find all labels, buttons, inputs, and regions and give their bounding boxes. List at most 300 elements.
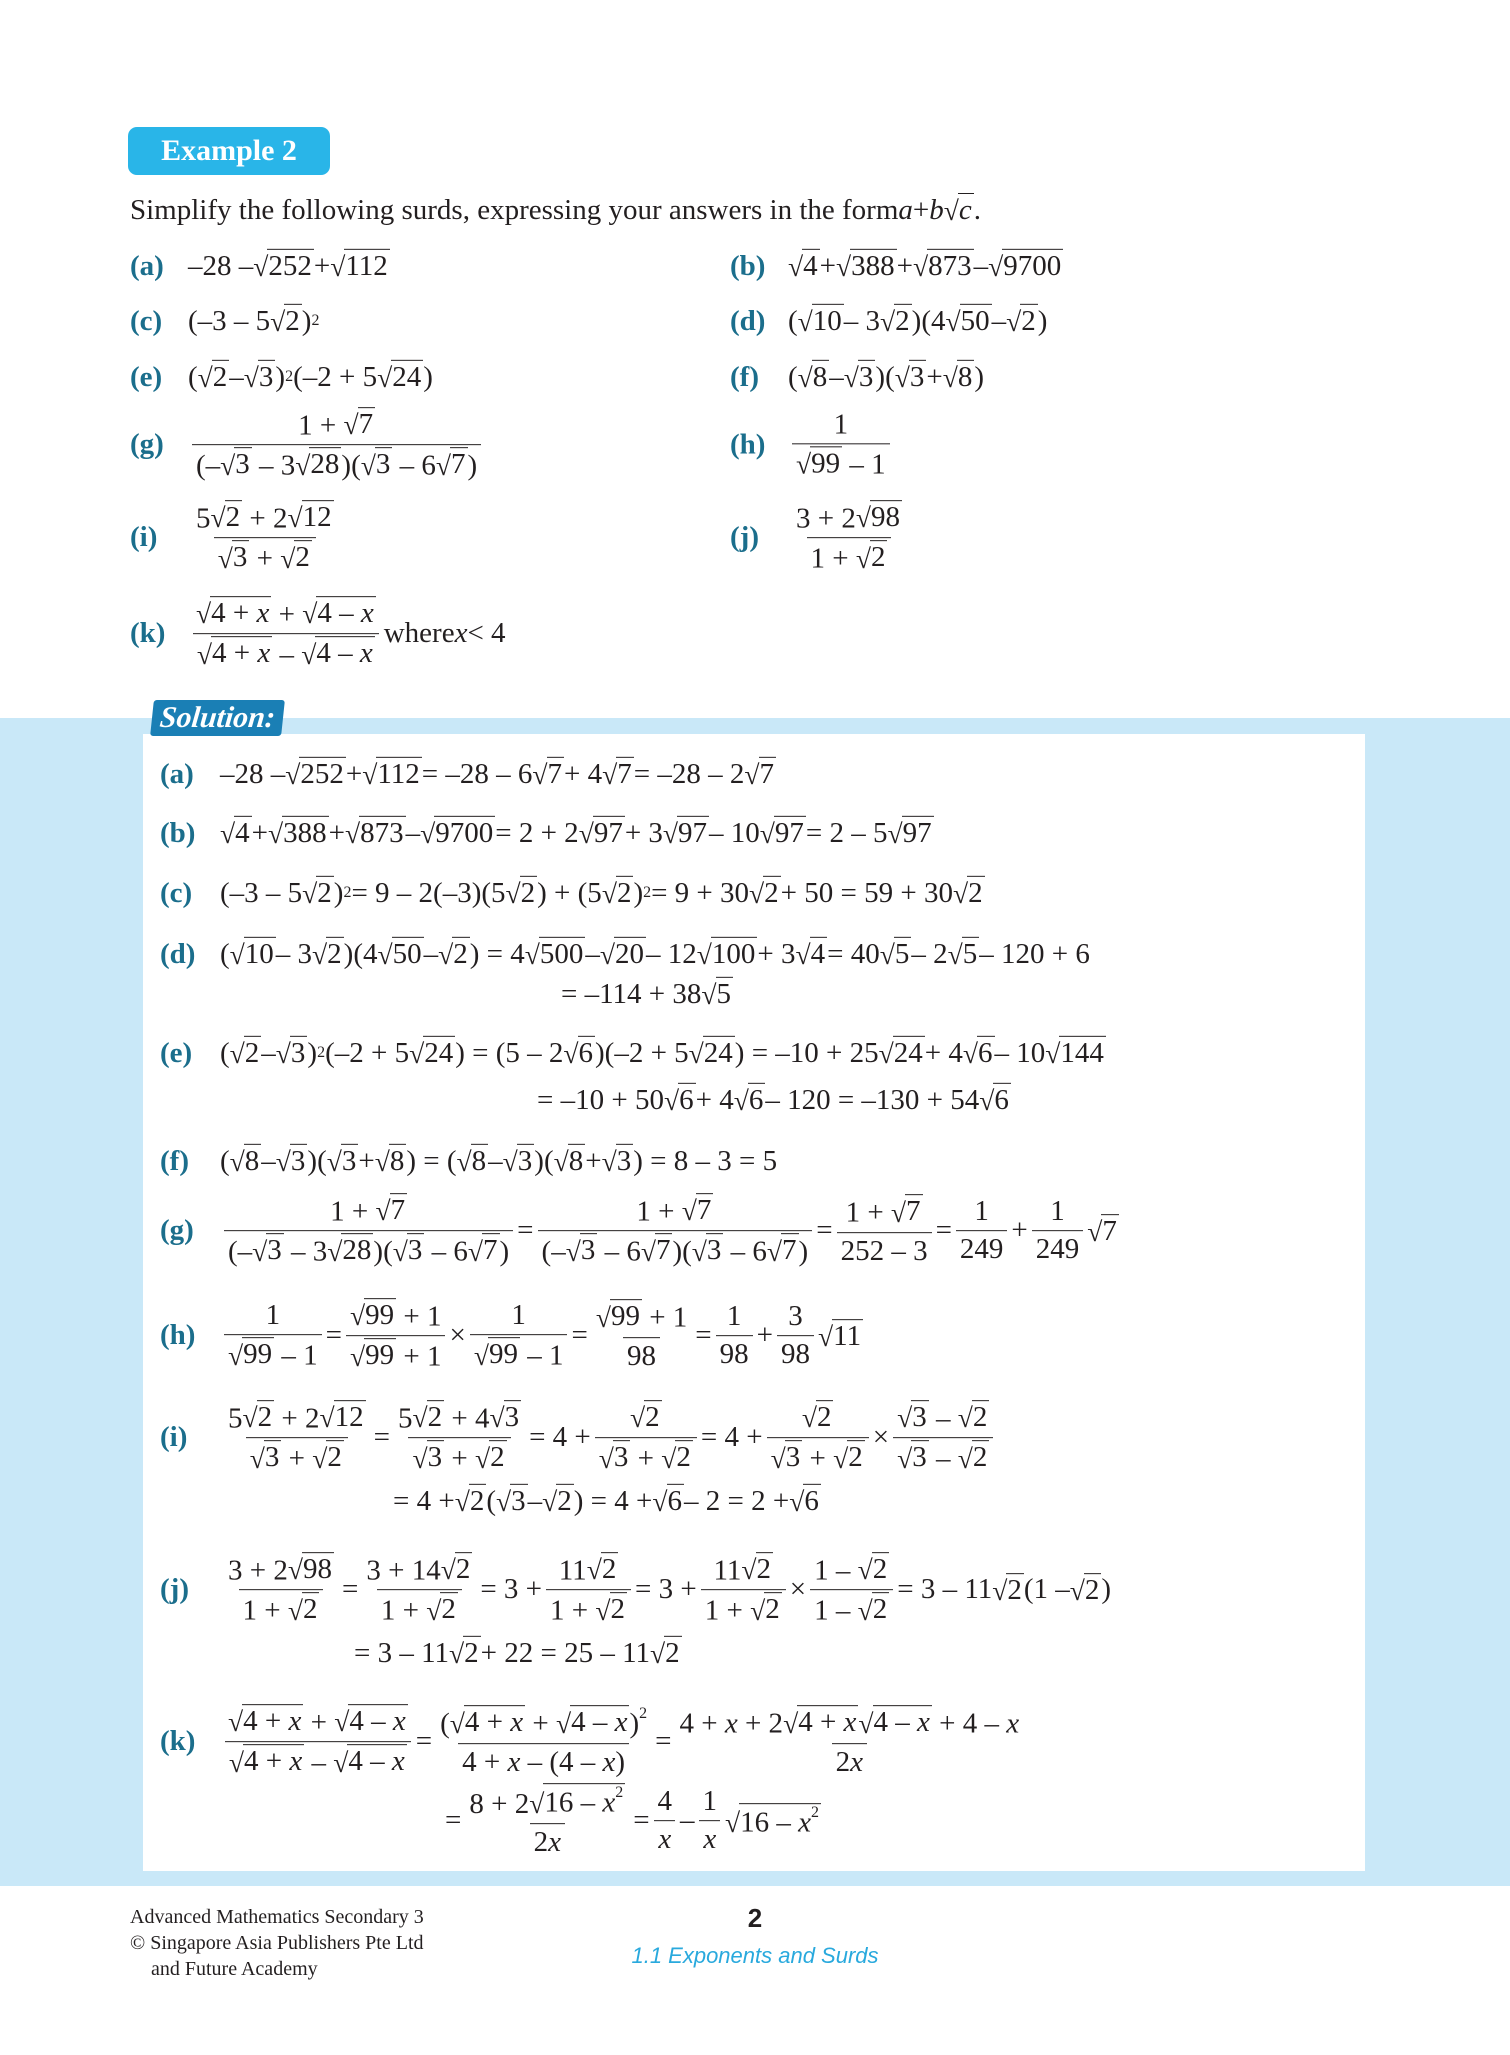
radicand: 9700: [435, 816, 494, 849]
radical-sign: √: [887, 818, 903, 850]
numerator: 5 √ 2 + 2 √ 12: [196, 501, 332, 535]
radicand: 6: [679, 1083, 694, 1116]
question-expression: ( √ 8 – √ 3 )( √ 3 + √ 8 ): [788, 360, 985, 394]
square-root: [689, 1036, 735, 1070]
radicand: 5: [716, 977, 732, 1010]
radical-sign: √: [295, 449, 311, 481]
radicand: 97: [774, 816, 804, 849]
square-root: [858, 1552, 890, 1586]
radicand: 7: [390, 1194, 406, 1227]
radicand: 28: [310, 448, 340, 481]
radical-sign: √: [220, 449, 236, 481]
denominator: 98: [777, 1336, 814, 1372]
radicand: 2: [317, 876, 332, 909]
square-root: [750, 1593, 782, 1627]
radicand: 112: [345, 249, 388, 282]
denominator: √ 3 – √ 2: [893, 1438, 993, 1476]
radical-sign: √: [287, 502, 303, 534]
solution-i: [160, 1400, 997, 1476]
question-expression: ( √ 10 – 3 √ 2 )(4 √ 50 – √ 2 ): [788, 304, 1048, 338]
numerator: 1: [511, 1299, 526, 1332]
radicand: 4 – x: [349, 1705, 406, 1738]
radical-sign: √: [275, 1038, 291, 1070]
question-label: (e): [130, 360, 163, 393]
radical-sign: √: [957, 1402, 973, 1434]
variable: x: [289, 1745, 303, 1778]
question-f: [730, 360, 984, 394]
square-root: [542, 1484, 574, 1518]
square-root: [701, 977, 733, 1011]
square-root: [228, 1704, 303, 1738]
radical-sign: √: [196, 638, 213, 670]
solution-label: (i): [160, 1421, 188, 1454]
radicand: 2: [756, 1553, 772, 1586]
square-root: [880, 937, 912, 971]
solution-e: [160, 1036, 1106, 1070]
square-root: [958, 1400, 990, 1434]
fraction: [777, 1301, 814, 1372]
radicand: 4: [810, 937, 826, 970]
numerator: 1: [1050, 1195, 1065, 1228]
variable: x: [360, 597, 374, 630]
radical-sign: √: [818, 1321, 834, 1353]
radicand: 3: [235, 448, 250, 481]
square-root: [220, 816, 252, 850]
square-root: [587, 1552, 619, 1586]
square-root: [771, 1441, 803, 1475]
radical-sign: √: [377, 362, 393, 394]
radicand: 2: [665, 1636, 680, 1669]
square-root: [377, 360, 423, 394]
radical-sign: √: [285, 759, 301, 791]
radical-sign: √: [962, 1038, 979, 1070]
radicand: 4 + x: [464, 1706, 524, 1739]
radicand: 3: [504, 1401, 520, 1434]
variable: x: [602, 1745, 616, 1778]
solution-label: (a): [160, 757, 194, 790]
fraction: [224, 1400, 370, 1476]
radicand: 2: [490, 1441, 505, 1474]
radical-sign: √: [661, 1442, 677, 1474]
square-root: [682, 1193, 714, 1227]
question-e: [130, 360, 433, 394]
square-root: [252, 1234, 284, 1268]
example-badge: Example 2: [128, 127, 330, 175]
denominator: √ 3 + √ 2: [246, 1438, 348, 1476]
radicand: 24: [893, 1036, 923, 1069]
solution-f: [160, 1144, 777, 1178]
fraction: [224, 1299, 322, 1372]
numerator: 5 √ 2 + 4 √ 3: [397, 1401, 520, 1435]
square-root: [441, 1552, 473, 1586]
radicand: 8: [389, 1144, 405, 1177]
variable: x: [257, 637, 271, 670]
radical-sign: √: [878, 1038, 894, 1070]
solution-line: = 8 + 2 √ $16 - x^2$ 2x = $\frac{4}{x}$ – $\frac{1}{x}$ √ $16 - x^2$: [445, 1784, 820, 1858]
solution-line: –28 – √ 252 + √ 112 = –28 – 6 √ 7 + 4 √ 7 = –28 – 2 √ 7: [220, 757, 774, 791]
variable: a: [898, 193, 913, 226]
square-root: [426, 1593, 458, 1627]
radicand: 24: [703, 1036, 733, 1069]
radicand: 2: [870, 541, 886, 574]
exponent: 2: [311, 312, 320, 329]
radical-sign: √: [438, 939, 454, 971]
question-j: [730, 500, 910, 576]
radicand: 7: [358, 408, 374, 441]
solution-line: ( √ 8 – √ 3 )( √ 3 + √ 8 ) = ( √ 8 – √ 3 )( √ 8 + √ 3 ) = 8 – 3 = 5: [220, 1144, 778, 1178]
radicand: 4 + x: [798, 1706, 857, 1739]
radical-sign: √: [267, 818, 284, 850]
radical-sign: √: [880, 306, 896, 338]
solution-line: = –10 + 50 √ 6 + 4 √ 6 – 120 = –130 + 54 √ 6: [537, 1083, 1009, 1117]
variable: x: [703, 1823, 717, 1856]
square-root: [579, 816, 625, 850]
square-root: [253, 249, 314, 283]
radical-sign: √: [333, 1746, 349, 1778]
exponent: 2: [615, 1784, 624, 1802]
question-g: [130, 407, 485, 483]
fraction: [654, 1786, 677, 1857]
numerator: 1: [833, 408, 849, 441]
denominator: √ 4 + x – √ 4 – x: [225, 1742, 411, 1780]
radical-sign: √: [945, 306, 961, 338]
square-root: [457, 1144, 489, 1178]
radicand: 3: [517, 1144, 533, 1177]
radical-sign: √: [797, 306, 813, 338]
square-root: [375, 1144, 407, 1178]
square-root: [276, 1036, 308, 1070]
question-i: [130, 500, 342, 576]
radical-sign: √: [449, 1707, 465, 1739]
solution-label: (k): [160, 1725, 196, 1758]
radical-sign: √: [505, 878, 521, 910]
radical-sign: √: [1087, 1216, 1103, 1248]
denominator: 1 – √ 2: [810, 1590, 893, 1628]
square-root: [319, 1400, 365, 1434]
fraction: [546, 1552, 631, 1628]
square-root: [948, 937, 980, 971]
solution-line: = 4 + √ 2 ( √ 3 – √ 2 ) = 4 + √ 6 – 2 = 2 + √ 6: [393, 1484, 819, 1518]
radical-sign: √: [640, 1235, 656, 1267]
radicand: 6: [978, 1036, 993, 1069]
variable: x: [548, 1825, 561, 1858]
solution-line: = –114 + 38 √ 5: [561, 977, 732, 1011]
solution-line: = 3 – 11 √ 2 + 22 = 25 – 11 √ 2: [354, 1636, 680, 1670]
radicand: 252: [300, 757, 344, 790]
radical-sign: √: [555, 1707, 572, 1739]
radicand: 7: [451, 448, 466, 481]
radicand: 7: [483, 1234, 498, 1267]
radicand: 3: [785, 1441, 801, 1474]
radical-sign: √: [197, 362, 213, 394]
denominator: √ 3 + √ 2: [408, 1438, 510, 1476]
denominator: 1 + √ 2: [701, 1590, 786, 1628]
radicand: 2: [895, 304, 910, 337]
square-root: [230, 1144, 262, 1178]
radicand: 7: [906, 1195, 921, 1228]
square-root: [783, 1705, 858, 1739]
radical-sign: √: [287, 1554, 303, 1586]
radical-sign: √: [681, 1195, 697, 1227]
square-root: [285, 757, 346, 791]
radicand: 2: [872, 1553, 888, 1586]
radicand: 873: [928, 249, 972, 282]
radicand: 2: [427, 1401, 443, 1434]
square-root: [350, 1339, 396, 1373]
radicand: 3: [258, 360, 274, 393]
radicand: 2: [616, 876, 632, 909]
solution-k-cont: [445, 1783, 821, 1859]
square-root: [450, 1705, 525, 1739]
radicand: 2: [302, 1593, 318, 1626]
radicand: 2: [327, 937, 342, 970]
square-root: [796, 937, 828, 971]
radicand: 98: [870, 501, 900, 534]
variable: x: [391, 1745, 405, 1778]
square-root: [197, 637, 272, 671]
square-root: [741, 1552, 773, 1586]
radicand: 3: [341, 1144, 357, 1177]
denominator: 1 + √ 2: [239, 1590, 324, 1628]
question-label: (a): [130, 249, 164, 282]
chapter-title: 1.1 Exponents and Surds: [631, 1943, 879, 1968]
radicand: 4 + x: [244, 1745, 303, 1778]
denominator: √ 99 – 1: [792, 443, 890, 481]
solution-g: [160, 1193, 1119, 1269]
square-root: [243, 1400, 275, 1434]
denominator: √ 99 – 1: [470, 1334, 568, 1372]
radicand: 2: [1021, 304, 1036, 337]
square-root: [760, 816, 806, 850]
book-title: Advanced Mathematics Secondary 3: [130, 1906, 424, 1928]
solution-line: ( √ 2 – √ 3 ) 2 (–2 + 5 √ 24 ) = (5 – 2 √ 6 )(–2 + 5 √ 24 ) = –10 + 25 √ 24 + 4 √ 6 – 10 √ 144: [220, 1036, 1104, 1070]
square-root: [602, 757, 634, 791]
square-root: [489, 1400, 521, 1434]
square-root: [796, 446, 842, 480]
radical-sign: √: [749, 878, 765, 910]
denominator: 249: [956, 1231, 1008, 1267]
square-root: [288, 1552, 334, 1586]
radicand: 4 – x: [571, 1706, 628, 1739]
square-root: [211, 500, 243, 534]
radical-sign: √: [783, 1707, 799, 1739]
radicand: 7: [782, 1234, 797, 1267]
radical-sign: √: [796, 448, 812, 480]
variable: x: [602, 1786, 616, 1819]
question-label: (i): [130, 521, 158, 554]
denominator: (– √ 3 – 6 √ 7 )( √ 3 – 6 √ 7 ): [538, 1231, 813, 1269]
radical-sign: √: [524, 939, 540, 971]
radical-sign: √: [362, 759, 378, 791]
variable: c: [958, 194, 972, 226]
radicand: 6: [578, 1036, 593, 1069]
radical-sign: √: [502, 1146, 518, 1178]
square-root: [600, 937, 646, 971]
exponent: 2: [639, 1705, 648, 1723]
radical-sign: √: [312, 1442, 328, 1474]
radical-sign: √: [426, 1594, 442, 1626]
radicand: $16 - x^2$: [740, 1803, 820, 1838]
radical-sign: √: [630, 1402, 646, 1434]
fraction: [675, 1705, 1023, 1778]
numerator: ( √ 4 + x + √ 4 – x )$^2$: [440, 1705, 648, 1740]
radicand: 50: [392, 937, 422, 970]
fraction: [956, 1196, 1008, 1267]
fraction: [701, 1552, 786, 1628]
square-root: [897, 1400, 929, 1434]
square-root: [198, 360, 230, 394]
radicand: 3: [375, 448, 391, 481]
radical-sign: √: [302, 878, 318, 910]
instruction-text: Simplify the following surds, expressing your answers in the form a + b √ c .: [130, 193, 982, 227]
denominator: 252 – 3: [837, 1232, 932, 1268]
square-root: [230, 937, 276, 971]
radicand: 99: [488, 1338, 518, 1371]
solution-label: (c): [160, 876, 193, 909]
square-root: [244, 360, 276, 394]
radicand: 2: [1084, 1573, 1100, 1606]
square-root: [554, 1144, 586, 1178]
square-root: [229, 1745, 304, 1779]
radicand: 10: [244, 937, 274, 970]
radicand: 5: [894, 937, 910, 970]
square-root: [375, 1193, 407, 1227]
numerator: 1 + √ 7: [845, 1195, 921, 1229]
square-root: [412, 1441, 444, 1475]
denominator: √ 99 – 1: [224, 1334, 322, 1372]
radical-sign: √: [360, 449, 376, 481]
square-root: [409, 1036, 455, 1070]
square-root: [1087, 1214, 1119, 1248]
radicand: 24: [424, 1036, 454, 1069]
square-root: [532, 757, 564, 791]
radicand: 28: [342, 1234, 372, 1267]
numerator: 11 √ 2: [558, 1553, 617, 1587]
question-label: (f): [730, 360, 759, 393]
radicand: $16 - x^2$: [544, 1784, 624, 1819]
numerator: 4 + x + 2 √ 4 + x √ 4 – x + 4 – x: [679, 1706, 1020, 1740]
radicand: 388: [851, 249, 895, 282]
radical-sign: √: [599, 939, 616, 971]
question-k: [130, 596, 506, 672]
square-root: [836, 249, 897, 283]
square-root: [663, 816, 709, 850]
radical-sign: √: [377, 939, 393, 971]
radicand: 100: [711, 937, 756, 970]
radicand: 97: [902, 816, 932, 849]
radicand: 3: [407, 1234, 423, 1267]
square-root: [250, 1441, 282, 1475]
fraction: [394, 1400, 525, 1476]
solution-j: [160, 1552, 1111, 1628]
radical-sign: √: [1069, 1575, 1085, 1607]
radical-sign: √: [392, 1235, 408, 1267]
solution-a: [160, 757, 776, 791]
square-root: [228, 1337, 274, 1371]
radical-sign: √: [532, 759, 548, 791]
radicand: 500: [539, 937, 584, 970]
solution-i-cont: [393, 1484, 821, 1518]
radicand: 99: [610, 1300, 640, 1333]
square-root: [802, 1400, 834, 1434]
question-label: (k): [130, 617, 166, 650]
square-root: [327, 1234, 373, 1268]
numerator: √ 99 + 1: [349, 1299, 442, 1333]
radical-sign: √: [835, 251, 852, 283]
radical-sign: √: [440, 1554, 456, 1586]
numerator: 1: [974, 1195, 989, 1228]
square-root: [891, 1194, 923, 1228]
radical-sign: √: [334, 1706, 350, 1738]
radicand: 2: [968, 876, 983, 909]
solution-line: (–3 – 5 √ 2 ) 2 = 9 – 2(–3)(5 √ 2 ) + (5 √ 2 ) 2 = 9 + 30 √ 2 + 50 = 59 + 30 √ 2: [220, 876, 983, 910]
question-label: (c): [130, 304, 163, 337]
radical-sign: √: [744, 759, 760, 791]
question-label: (j): [730, 521, 759, 554]
radical-sign: √: [326, 1146, 342, 1178]
question-expression: [788, 408, 894, 481]
radicand: 8: [471, 1144, 487, 1177]
denominator: √ 4 + x – √ 4 – x: [193, 634, 379, 672]
radical-sign: √: [473, 1339, 489, 1371]
radical-sign: √: [766, 1235, 783, 1267]
radical-sign: √: [242, 1402, 258, 1434]
square-root: [788, 249, 820, 283]
square-root: [1045, 1036, 1106, 1070]
question-expression: ( √ 2 – √ 3 ) 2 (–2 + 5 √ 24 ): [188, 360, 433, 394]
radical-sign: √: [435, 449, 451, 481]
square-root: [362, 757, 422, 791]
radical-sign: √: [253, 251, 269, 283]
radical-sign: √: [858, 1707, 874, 1739]
radical-sign: √: [374, 1146, 390, 1178]
numerator: [626, 1400, 666, 1437]
fraction: [837, 1194, 932, 1267]
radicand: 8: [568, 1144, 584, 1177]
radicand: 99: [365, 1339, 395, 1372]
square-root: [563, 1036, 595, 1070]
square-root: [330, 249, 390, 283]
square-root: [879, 1036, 925, 1070]
radical-sign: √: [801, 1402, 817, 1434]
radical-sign: √: [897, 1442, 913, 1474]
solution-d: [160, 937, 1090, 971]
radicand: 2: [601, 1553, 617, 1586]
radicand: 98: [302, 1553, 332, 1586]
radicand: 8: [812, 360, 828, 393]
radical-sign: √: [344, 818, 361, 850]
question-expression: √ 4 + √ 388 + √ 873 – √ 9700: [788, 249, 1062, 283]
square-root: [350, 1298, 396, 1332]
radical-sign: √: [301, 638, 317, 670]
radicand: 2: [645, 1401, 660, 1434]
radicand: 6: [994, 1083, 1009, 1116]
fraction: [224, 1193, 513, 1269]
radical-sign: √: [725, 1807, 741, 1839]
radicand: 3: [427, 1441, 443, 1474]
solution-line: √ 4 + x + √ 4 – x √ 4 + x – √ 4 – x = ( √ 4 + x + √ 4 – x )$^2$ 4 + x – (4 – x) = 4 + x + 2 √ 4 + x √ 4 – x + 4 – x 2x: [220, 1704, 1027, 1780]
square-root: [630, 1400, 662, 1434]
radicand: [958, 193, 974, 227]
square-root: [943, 360, 975, 394]
numerator: √ 3 – √ 2: [897, 1401, 988, 1435]
radical-sign: √: [602, 759, 618, 791]
radical-sign: √: [275, 1146, 291, 1178]
fraction: [465, 1783, 629, 1859]
radicand: 11: [833, 1319, 862, 1352]
question-label: (h): [730, 428, 766, 461]
radical-sign: √: [578, 818, 594, 850]
